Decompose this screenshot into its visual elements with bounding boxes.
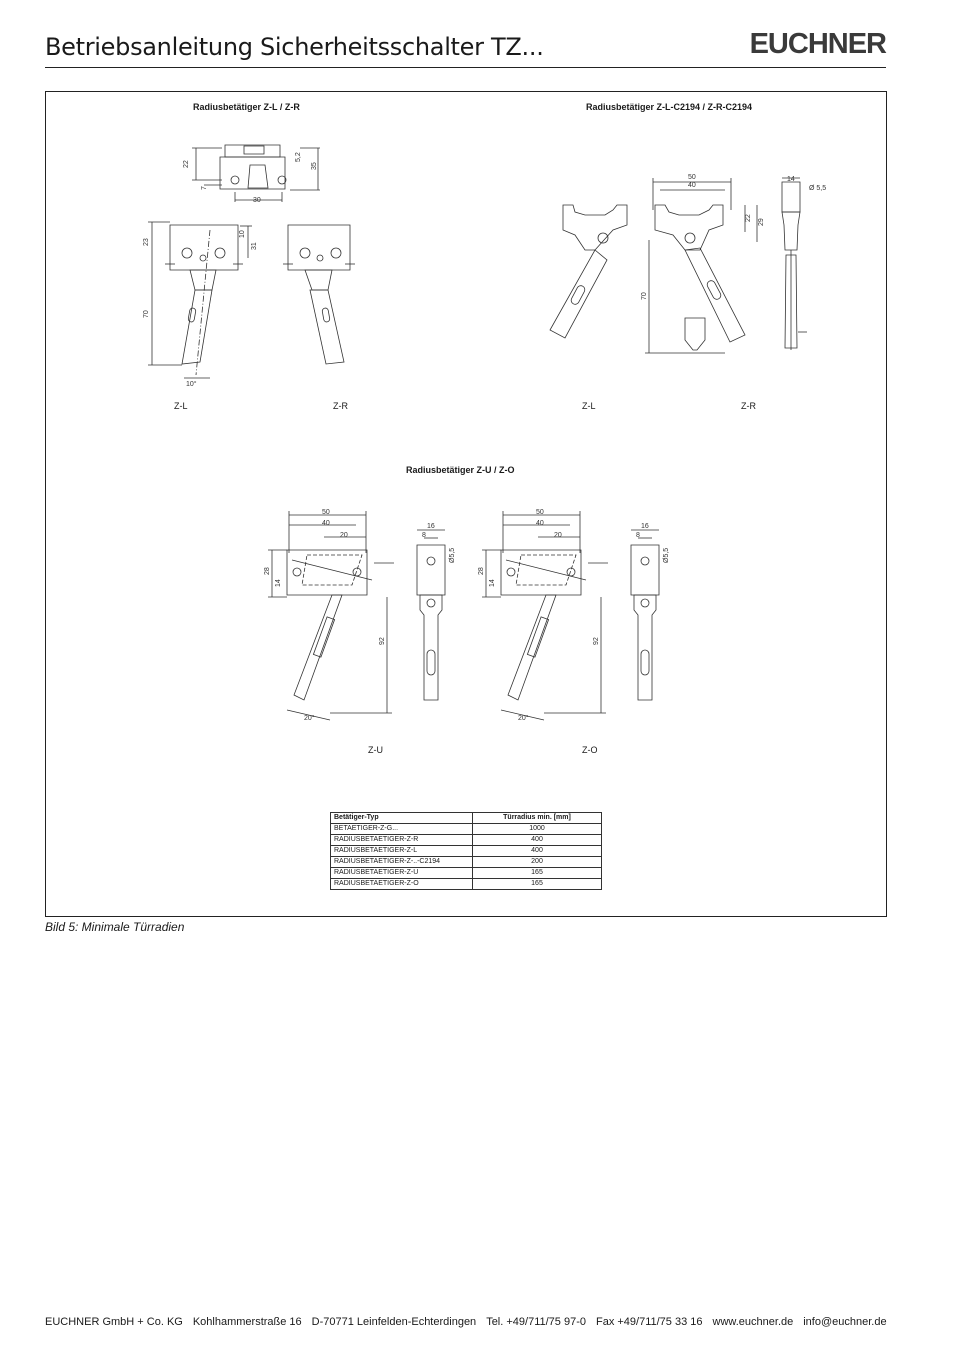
svg-text:40: 40 — [688, 182, 696, 189]
svg-text:20°: 20° — [304, 715, 315, 722]
svg-text:20°: 20° — [518, 715, 529, 722]
svg-text:92: 92 — [593, 637, 600, 645]
svg-text:30: 30 — [253, 197, 261, 204]
drawing-z-o — [476, 505, 696, 730]
svg-text:92: 92 — [379, 637, 386, 645]
euchner-logo: EUCHNER — [749, 28, 886, 60]
table-row — [331, 835, 602, 846]
svg-text:8: 8 — [636, 532, 640, 539]
figure-caption: Bild 5: Minimale Türradien — [45, 920, 185, 934]
page-footer — [45, 1316, 886, 1328]
footer-email-link[interactable]: info@euchner.de — [803, 1316, 887, 1328]
svg-text:23: 23 — [143, 238, 150, 246]
drawing-z-l-z-r — [140, 140, 380, 390]
svg-text:16: 16 — [641, 523, 649, 530]
svg-text:Ø 5,5: Ø 5,5 — [809, 185, 827, 192]
actuator-type-cell: RADIUSBETAETIGER-Z-L — [331, 846, 473, 857]
svg-text:50: 50 — [322, 509, 330, 516]
actuator-type-cell: RADIUSBETAETIGER-Z-U — [331, 868, 473, 879]
footer-phone: Tel. +49/711/75 97-0 — [486, 1316, 586, 1328]
svg-text:20: 20 — [554, 532, 562, 539]
table-row — [331, 879, 602, 890]
table-row — [331, 857, 602, 868]
svg-text:7: 7 — [201, 186, 208, 190]
door-radius-cell: 165 — [473, 879, 602, 890]
door-radius-cell: 1000 — [473, 824, 602, 835]
drawing-z-u — [262, 505, 482, 730]
svg-text:8: 8 — [422, 532, 426, 539]
table-row — [331, 824, 602, 835]
svg-text:14: 14 — [489, 579, 496, 587]
svg-text:28: 28 — [478, 567, 485, 575]
door-radius-cell: 400 — [473, 846, 602, 857]
footer-web-link[interactable]: www.euchner.de — [712, 1316, 794, 1328]
svg-text:31: 31 — [251, 242, 258, 250]
table-row — [331, 846, 602, 857]
actuator-type-cell: BETAETIGER-Z-G... — [331, 824, 473, 835]
svg-text:50: 50 — [688, 174, 696, 181]
section-title-c2194: Radiusbetätiger Z-L-C2194 / Z-R-C2194 — [586, 102, 753, 112]
footer-fax: Fax +49/711/75 33 16 — [595, 1316, 703, 1328]
min-door-radius-table — [330, 812, 602, 890]
actuator-type-cell: RADIUSBETAETIGER-Z-..-C2194 — [331, 857, 473, 868]
svg-text:22: 22 — [745, 214, 752, 222]
svg-text:20: 20 — [340, 532, 348, 539]
label-z-l: Z-L — [174, 401, 188, 411]
section-title-z-l-z-r: Radiusbetätiger Z-L / Z-R — [193, 102, 300, 112]
svg-text:70: 70 — [143, 310, 150, 318]
label-z-r: Z-R — [333, 401, 348, 411]
actuator-type-cell: RADIUSBETAETIGER-Z-O — [331, 879, 473, 890]
svg-text:29: 29 — [758, 218, 765, 226]
svg-text:40: 40 — [322, 520, 330, 527]
label-c2194-z-l: Z-L — [582, 401, 596, 411]
svg-text:14: 14 — [275, 579, 282, 587]
table-header-row — [331, 813, 602, 824]
svg-text:40: 40 — [536, 520, 544, 527]
header-door-radius: Türradius min. [mm] — [473, 813, 602, 824]
page-title: Betriebsanleitung Sicherheitsschalter TZ... — [45, 33, 544, 61]
drawing-c2194 — [545, 170, 835, 360]
svg-text:14: 14 — [787, 176, 795, 183]
header-divider — [45, 67, 886, 68]
svg-text:Ø5,5: Ø5,5 — [663, 547, 670, 563]
label-z-u: Z-U — [368, 745, 383, 755]
svg-text:28: 28 — [264, 567, 271, 575]
svg-text:5,2: 5,2 — [295, 152, 302, 162]
label-z-o: Z-O — [582, 745, 598, 755]
actuator-type-cell: RADIUSBETAETIGER-Z-R — [331, 835, 473, 846]
svg-text:10°: 10° — [186, 381, 197, 388]
svg-text:16: 16 — [427, 523, 435, 530]
label-c2194-z-r: Z-R — [741, 401, 756, 411]
door-radius-cell: 200 — [473, 857, 602, 868]
footer-city: D-70771 Leinfelden-Echterdingen — [311, 1316, 477, 1328]
door-radius-cell: 165 — [473, 868, 602, 879]
door-radius-cell: 400 — [473, 835, 602, 846]
svg-text:70: 70 — [641, 292, 648, 300]
svg-text:Ø5,5: Ø5,5 — [449, 547, 456, 563]
footer-company: EUCHNER GmbH + Co. KG — [45, 1316, 183, 1328]
svg-text:22: 22 — [183, 160, 190, 168]
svg-text:35: 35 — [311, 162, 318, 170]
section-title-z-u-z-o: Radiusbetätiger Z-U / Z-O — [406, 465, 515, 475]
header-actuator-type: Betätiger-Typ — [331, 813, 473, 824]
table-row — [331, 868, 602, 879]
svg-text:50: 50 — [536, 509, 544, 516]
footer-street: Kohlhammerstraße 16 — [192, 1316, 302, 1328]
svg-text:10: 10 — [239, 230, 246, 238]
